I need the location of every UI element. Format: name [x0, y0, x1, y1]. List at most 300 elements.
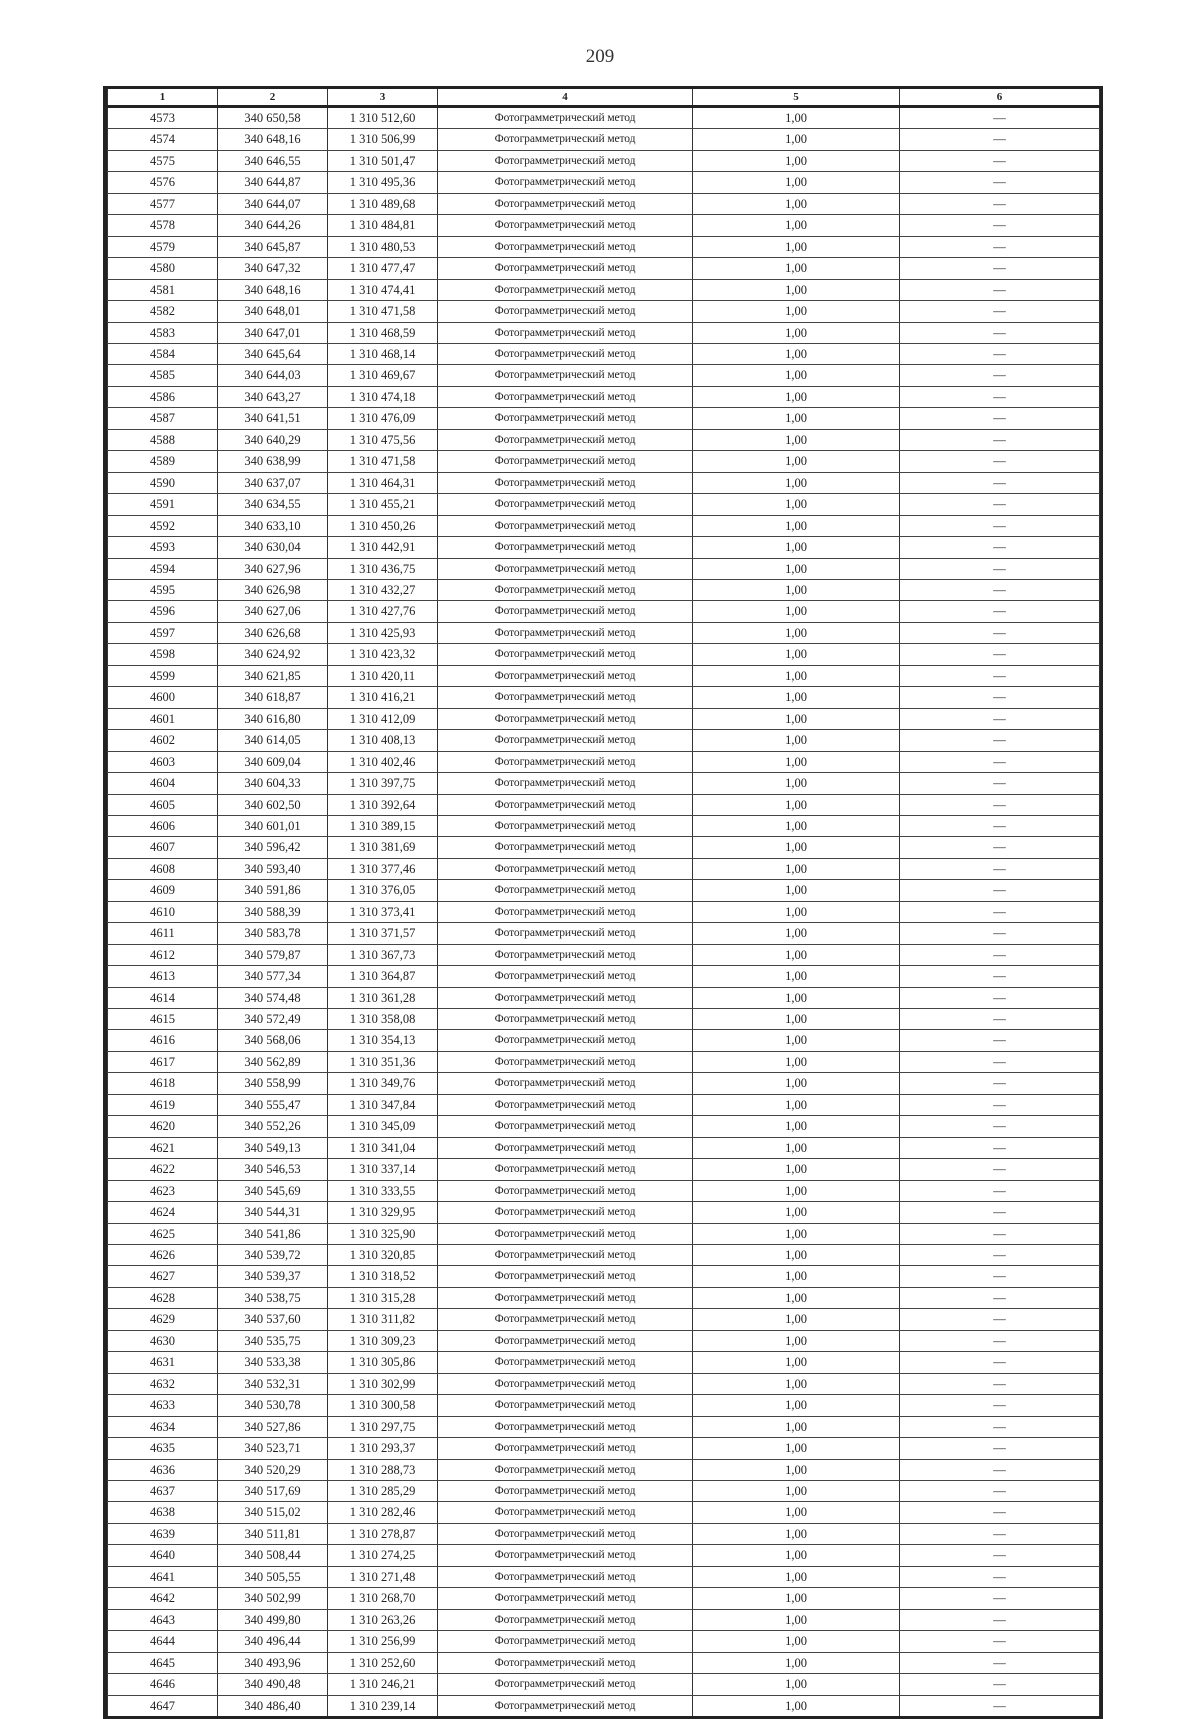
x-coordinate-cell: 340 523,71	[218, 1438, 328, 1459]
precision-cell: 1,00	[693, 1695, 900, 1716]
x-coordinate-cell: 340 643,27	[218, 386, 328, 407]
point-number-cell: 4589	[108, 451, 218, 472]
table-row	[108, 923, 1100, 944]
y-coordinate-cell: 1 310 408,13	[328, 730, 438, 751]
point-number-cell: 4609	[108, 880, 218, 901]
table-row	[108, 1481, 1100, 1502]
table-row	[108, 1695, 1100, 1716]
point-number-cell: 4636	[108, 1459, 218, 1480]
method-cell: Фотограмметрический метод	[438, 1245, 693, 1266]
description-cell: —	[900, 880, 1100, 901]
point-number-cell: 4613	[108, 966, 218, 987]
description-cell: —	[900, 1180, 1100, 1201]
point-number-cell: 4616	[108, 1030, 218, 1051]
y-coordinate-cell: 1 310 337,14	[328, 1159, 438, 1180]
precision-cell: 1,00	[693, 622, 900, 643]
description-cell: —	[900, 1137, 1100, 1158]
x-coordinate-cell: 340 539,37	[218, 1266, 328, 1287]
precision-cell: 1,00	[693, 687, 900, 708]
table-row	[108, 129, 1100, 150]
method-cell: Фотограмметрический метод	[438, 1416, 693, 1437]
precision-cell: 1,00	[693, 1180, 900, 1201]
method-cell: Фотограмметрический метод	[438, 1159, 693, 1180]
precision-cell: 1,00	[693, 537, 900, 558]
point-number-cell: 4586	[108, 386, 218, 407]
point-number-cell: 4596	[108, 601, 218, 622]
method-cell: Фотограмметрический метод	[438, 1438, 693, 1459]
precision-cell: 1,00	[693, 322, 900, 343]
method-cell: Фотограмметрический метод	[438, 365, 693, 386]
x-coordinate-cell: 340 633,10	[218, 515, 328, 536]
y-coordinate-cell: 1 310 329,95	[328, 1202, 438, 1223]
precision-cell: 1,00	[693, 1609, 900, 1630]
description-cell: —	[900, 923, 1100, 944]
point-number-cell: 4595	[108, 579, 218, 600]
method-cell: Фотограмметрический метод	[438, 515, 693, 536]
x-coordinate-cell: 340 577,34	[218, 966, 328, 987]
description-cell: —	[900, 1266, 1100, 1287]
point-number-cell: 4633	[108, 1395, 218, 1416]
precision-cell: 1,00	[693, 665, 900, 686]
precision-cell: 1,00	[693, 601, 900, 622]
y-coordinate-cell: 1 310 367,73	[328, 944, 438, 965]
method-cell: Фотограмметрический метод	[438, 601, 693, 622]
y-coordinate-cell: 1 310 315,28	[328, 1287, 438, 1308]
method-cell: Фотограмметрический метод	[438, 258, 693, 279]
y-coordinate-cell: 1 310 288,73	[328, 1459, 438, 1480]
table-row	[108, 601, 1100, 622]
y-coordinate-cell: 1 310 442,91	[328, 537, 438, 558]
method-cell: Фотограмметрический метод	[438, 1545, 693, 1566]
y-coordinate-cell: 1 310 484,81	[328, 215, 438, 236]
point-number-cell: 4574	[108, 129, 218, 150]
y-coordinate-cell: 1 310 263,26	[328, 1609, 438, 1630]
point-number-cell: 4602	[108, 730, 218, 751]
method-cell: Фотограмметрический метод	[438, 1352, 693, 1373]
method-cell: Фотограмметрический метод	[438, 708, 693, 729]
precision-cell: 1,00	[693, 751, 900, 772]
y-coordinate-cell: 1 310 318,52	[328, 1266, 438, 1287]
x-coordinate-cell: 340 558,99	[218, 1073, 328, 1094]
x-coordinate-cell: 340 646,55	[218, 150, 328, 171]
description-cell: —	[900, 1030, 1100, 1051]
precision-cell: 1,00	[693, 258, 900, 279]
y-coordinate-cell: 1 310 392,64	[328, 794, 438, 815]
precision-cell: 1,00	[693, 730, 900, 751]
point-number-cell: 4577	[108, 193, 218, 214]
point-number-cell: 4599	[108, 665, 218, 686]
table-row	[108, 365, 1100, 386]
method-cell: Фотограмметрический метод	[438, 987, 693, 1008]
point-number-cell: 4578	[108, 215, 218, 236]
x-coordinate-cell: 340 499,80	[218, 1609, 328, 1630]
x-coordinate-cell: 340 544,31	[218, 1202, 328, 1223]
x-coordinate-cell: 340 650,58	[218, 107, 328, 129]
method-cell: Фотограмметрический метод	[438, 537, 693, 558]
y-coordinate-cell: 1 310 293,37	[328, 1438, 438, 1459]
description-cell: —	[900, 1523, 1100, 1544]
x-coordinate-cell: 340 640,29	[218, 429, 328, 450]
table-row	[108, 172, 1100, 193]
x-coordinate-cell: 340 609,04	[218, 751, 328, 772]
method-cell: Фотограмметрический метод	[438, 923, 693, 944]
point-number-cell: 4600	[108, 687, 218, 708]
method-cell: Фотограмметрический метод	[438, 1373, 693, 1394]
description-cell: —	[900, 258, 1100, 279]
description-cell: —	[900, 301, 1100, 322]
method-cell: Фотограмметрический метод	[438, 730, 693, 751]
method-cell: Фотограмметрический метод	[438, 193, 693, 214]
precision-cell: 1,00	[693, 1566, 900, 1587]
coordinates-table	[107, 89, 1100, 1716]
point-number-cell: 4593	[108, 537, 218, 558]
precision-cell: 1,00	[693, 901, 900, 922]
x-coordinate-cell: 340 616,80	[218, 708, 328, 729]
y-coordinate-cell: 1 310 364,87	[328, 966, 438, 987]
precision-cell: 1,00	[693, 1245, 900, 1266]
x-coordinate-cell: 340 527,86	[218, 1416, 328, 1437]
x-coordinate-cell: 340 538,75	[218, 1287, 328, 1308]
x-coordinate-cell: 340 626,68	[218, 622, 328, 643]
x-coordinate-cell: 340 486,40	[218, 1695, 328, 1716]
precision-cell: 1,00	[693, 1202, 900, 1223]
point-number-cell: 4590	[108, 472, 218, 493]
table-row	[108, 1631, 1100, 1652]
description-cell: —	[900, 322, 1100, 343]
table-row	[108, 236, 1100, 257]
method-cell: Фотограмметрический метод	[438, 494, 693, 515]
description-cell: —	[900, 1051, 1100, 1072]
y-coordinate-cell: 1 310 309,23	[328, 1330, 438, 1351]
method-cell: Фотограмметрический метод	[438, 1566, 693, 1587]
point-number-cell: 4605	[108, 794, 218, 815]
x-coordinate-cell: 340 602,50	[218, 794, 328, 815]
x-coordinate-cell: 340 644,03	[218, 365, 328, 386]
method-cell: Фотограмметрический метод	[438, 622, 693, 643]
description-cell: —	[900, 515, 1100, 536]
x-coordinate-cell: 340 517,69	[218, 1481, 328, 1502]
table-body	[108, 107, 1100, 1716]
precision-cell: 1,00	[693, 494, 900, 515]
x-coordinate-cell: 340 537,60	[218, 1309, 328, 1330]
point-number-cell: 4610	[108, 901, 218, 922]
description-cell: —	[900, 773, 1100, 794]
table-row	[108, 1416, 1100, 1437]
point-number-cell: 4625	[108, 1223, 218, 1244]
x-coordinate-cell: 340 614,05	[218, 730, 328, 751]
table-row	[108, 687, 1100, 708]
description-cell: —	[900, 1223, 1100, 1244]
y-coordinate-cell: 1 310 302,99	[328, 1373, 438, 1394]
y-coordinate-cell: 1 310 297,75	[328, 1416, 438, 1437]
page-number: 209	[585, 46, 615, 67]
x-coordinate-cell: 340 572,49	[218, 1009, 328, 1030]
point-number-cell: 4622	[108, 1159, 218, 1180]
precision-cell: 1,00	[693, 773, 900, 794]
method-cell: Фотограмметрический метод	[438, 1588, 693, 1609]
y-coordinate-cell: 1 310 325,90	[328, 1223, 438, 1244]
precision-cell: 1,00	[693, 966, 900, 987]
description-cell: —	[900, 1502, 1100, 1523]
precision-cell: 1,00	[693, 1073, 900, 1094]
precision-cell: 1,00	[693, 1330, 900, 1351]
x-coordinate-cell: 340 601,01	[218, 815, 328, 836]
description-cell: —	[900, 1652, 1100, 1673]
point-number-cell: 4635	[108, 1438, 218, 1459]
method-cell: Фотограмметрический метод	[438, 1523, 693, 1544]
table-row	[108, 1523, 1100, 1544]
x-coordinate-cell: 340 493,96	[218, 1652, 328, 1673]
method-cell: Фотограмметрический метод	[438, 1309, 693, 1330]
table-row	[108, 966, 1100, 987]
point-number-cell: 4597	[108, 622, 218, 643]
precision-cell: 1,00	[693, 343, 900, 364]
description-cell: —	[900, 129, 1100, 150]
description-cell: —	[900, 1545, 1100, 1566]
precision-cell: 1,00	[693, 1674, 900, 1695]
table-row	[108, 815, 1100, 836]
point-number-cell: 4615	[108, 1009, 218, 1030]
point-number-cell: 4639	[108, 1523, 218, 1544]
point-number-cell: 4604	[108, 773, 218, 794]
method-cell: Фотограмметрический метод	[438, 1652, 693, 1673]
table-row	[108, 408, 1100, 429]
method-cell: Фотограмметрический метод	[438, 1695, 693, 1716]
x-coordinate-cell: 340 579,87	[218, 944, 328, 965]
column-header-1: 1	[108, 89, 218, 107]
point-number-cell: 4575	[108, 150, 218, 171]
method-cell: Фотограмметрический метод	[438, 1137, 693, 1158]
table-row	[108, 708, 1100, 729]
y-coordinate-cell: 1 310 471,58	[328, 301, 438, 322]
description-cell: —	[900, 1352, 1100, 1373]
precision-cell: 1,00	[693, 429, 900, 450]
point-number-cell: 4591	[108, 494, 218, 515]
y-coordinate-cell: 1 310 333,55	[328, 1180, 438, 1201]
description-cell: —	[900, 279, 1100, 300]
method-cell: Фотограмметрический метод	[438, 343, 693, 364]
table-row	[108, 1094, 1100, 1115]
method-cell: Фотограмметрический метод	[438, 1073, 693, 1094]
x-coordinate-cell: 340 588,39	[218, 901, 328, 922]
description-cell: —	[900, 1459, 1100, 1480]
table-row	[108, 301, 1100, 322]
description-cell: —	[900, 1416, 1100, 1437]
point-number-cell: 4617	[108, 1051, 218, 1072]
point-number-cell: 4646	[108, 1674, 218, 1695]
x-coordinate-cell: 340 618,87	[218, 687, 328, 708]
y-coordinate-cell: 1 310 278,87	[328, 1523, 438, 1544]
table-row	[108, 322, 1100, 343]
description-cell: —	[900, 751, 1100, 772]
table-row	[108, 1352, 1100, 1373]
x-coordinate-cell: 340 530,78	[218, 1395, 328, 1416]
method-cell: Фотограмметрический метод	[438, 1481, 693, 1502]
point-number-cell: 4588	[108, 429, 218, 450]
x-coordinate-cell: 340 645,87	[218, 236, 328, 257]
precision-cell: 1,00	[693, 1631, 900, 1652]
description-cell: —	[900, 429, 1100, 450]
precision-cell: 1,00	[693, 1459, 900, 1480]
table-row	[108, 1266, 1100, 1287]
precision-cell: 1,00	[693, 150, 900, 171]
table-row	[108, 1502, 1100, 1523]
x-coordinate-cell: 340 562,89	[218, 1051, 328, 1072]
precision-cell: 1,00	[693, 1051, 900, 1072]
description-cell: —	[900, 1287, 1100, 1308]
y-coordinate-cell: 1 310 480,53	[328, 236, 438, 257]
table-row	[108, 579, 1100, 600]
y-coordinate-cell: 1 310 371,57	[328, 923, 438, 944]
table-row	[108, 1223, 1100, 1244]
precision-cell: 1,00	[693, 644, 900, 665]
x-coordinate-cell: 340 596,42	[218, 837, 328, 858]
point-number-cell: 4592	[108, 515, 218, 536]
y-coordinate-cell: 1 310 455,21	[328, 494, 438, 515]
description-cell: —	[900, 107, 1100, 129]
y-coordinate-cell: 1 310 489,68	[328, 193, 438, 214]
description-cell: —	[900, 343, 1100, 364]
y-coordinate-cell: 1 310 464,31	[328, 472, 438, 493]
x-coordinate-cell: 340 645,64	[218, 343, 328, 364]
x-coordinate-cell: 340 496,44	[218, 1631, 328, 1652]
y-coordinate-cell: 1 310 320,85	[328, 1245, 438, 1266]
table-row	[108, 1652, 1100, 1673]
precision-cell: 1,00	[693, 558, 900, 579]
point-number-cell: 4612	[108, 944, 218, 965]
y-coordinate-cell: 1 310 268,70	[328, 1588, 438, 1609]
x-coordinate-cell: 340 648,01	[218, 301, 328, 322]
x-coordinate-cell: 340 627,96	[218, 558, 328, 579]
table-row	[108, 1009, 1100, 1030]
description-cell: —	[900, 644, 1100, 665]
table-row	[108, 1287, 1100, 1308]
x-coordinate-cell: 340 505,55	[218, 1566, 328, 1587]
table-row	[108, 1373, 1100, 1394]
point-number-cell: 4594	[108, 558, 218, 579]
point-number-cell: 4598	[108, 644, 218, 665]
point-number-cell: 4644	[108, 1631, 218, 1652]
precision-cell: 1,00	[693, 472, 900, 493]
y-coordinate-cell: 1 310 354,13	[328, 1030, 438, 1051]
point-number-cell: 4584	[108, 343, 218, 364]
precision-cell: 1,00	[693, 1588, 900, 1609]
description-cell: —	[900, 494, 1100, 515]
table-row	[108, 665, 1100, 686]
method-cell: Фотограмметрический метод	[438, 1631, 693, 1652]
y-coordinate-cell: 1 310 427,76	[328, 601, 438, 622]
method-cell: Фотограмметрический метод	[438, 386, 693, 407]
table-row	[108, 1202, 1100, 1223]
method-cell: Фотограмметрический метод	[438, 1051, 693, 1072]
y-coordinate-cell: 1 310 358,08	[328, 1009, 438, 1030]
method-cell: Фотограмметрический метод	[438, 1330, 693, 1351]
coordinates-table-frame	[103, 86, 1103, 1719]
y-coordinate-cell: 1 310 474,18	[328, 386, 438, 407]
table-row	[108, 558, 1100, 579]
precision-cell: 1,00	[693, 944, 900, 965]
description-cell: —	[900, 451, 1100, 472]
precision-cell: 1,00	[693, 1009, 900, 1030]
precision-cell: 1,00	[693, 1502, 900, 1523]
y-coordinate-cell: 1 310 468,14	[328, 343, 438, 364]
table-row	[108, 1330, 1100, 1351]
description-cell: —	[900, 1566, 1100, 1587]
table-row	[108, 258, 1100, 279]
table-row	[108, 279, 1100, 300]
description-cell: —	[900, 1438, 1100, 1459]
precision-cell: 1,00	[693, 858, 900, 879]
y-coordinate-cell: 1 310 420,11	[328, 665, 438, 686]
x-coordinate-cell: 340 555,47	[218, 1094, 328, 1115]
description-cell: —	[900, 558, 1100, 579]
description-cell: —	[900, 708, 1100, 729]
y-coordinate-cell: 1 310 347,84	[328, 1094, 438, 1115]
y-coordinate-cell: 1 310 341,04	[328, 1137, 438, 1158]
x-coordinate-cell: 340 624,92	[218, 644, 328, 665]
description-cell: —	[900, 1245, 1100, 1266]
table-row	[108, 386, 1100, 407]
point-number-cell: 4640	[108, 1545, 218, 1566]
precision-cell: 1,00	[693, 107, 900, 129]
table-row	[108, 901, 1100, 922]
x-coordinate-cell: 340 630,04	[218, 537, 328, 558]
x-coordinate-cell: 340 637,07	[218, 472, 328, 493]
x-coordinate-cell: 340 545,69	[218, 1180, 328, 1201]
x-coordinate-cell: 340 549,13	[218, 1137, 328, 1158]
description-cell: —	[900, 987, 1100, 1008]
precision-cell: 1,00	[693, 1137, 900, 1158]
table-row	[108, 537, 1100, 558]
method-cell: Фотограмметрический метод	[438, 751, 693, 772]
y-coordinate-cell: 1 310 397,75	[328, 773, 438, 794]
point-number-cell: 4579	[108, 236, 218, 257]
y-coordinate-cell: 1 310 361,28	[328, 987, 438, 1008]
point-number-cell: 4641	[108, 1566, 218, 1587]
precision-cell: 1,00	[693, 794, 900, 815]
x-coordinate-cell: 340 626,98	[218, 579, 328, 600]
y-coordinate-cell: 1 310 477,47	[328, 258, 438, 279]
point-number-cell: 4606	[108, 815, 218, 836]
x-coordinate-cell: 340 647,32	[218, 258, 328, 279]
x-coordinate-cell: 340 552,26	[218, 1116, 328, 1137]
description-cell: —	[900, 1159, 1100, 1180]
y-coordinate-cell: 1 310 412,09	[328, 708, 438, 729]
precision-cell: 1,00	[693, 515, 900, 536]
table-row	[108, 987, 1100, 1008]
y-coordinate-cell: 1 310 501,47	[328, 150, 438, 171]
table-row	[108, 1459, 1100, 1480]
description-cell: —	[900, 665, 1100, 686]
y-coordinate-cell: 1 310 469,67	[328, 365, 438, 386]
x-coordinate-cell: 340 648,16	[218, 129, 328, 150]
method-cell: Фотограмметрический метод	[438, 773, 693, 794]
description-cell: —	[900, 172, 1100, 193]
precision-cell: 1,00	[693, 1266, 900, 1287]
table-row	[108, 1245, 1100, 1266]
x-coordinate-cell: 340 511,81	[218, 1523, 328, 1544]
y-coordinate-cell: 1 310 425,93	[328, 622, 438, 643]
table-row	[108, 730, 1100, 751]
description-cell: —	[900, 236, 1100, 257]
description-cell: —	[900, 537, 1100, 558]
method-cell: Фотограмметрический метод	[438, 1459, 693, 1480]
precision-cell: 1,00	[693, 172, 900, 193]
precision-cell: 1,00	[693, 236, 900, 257]
x-coordinate-cell: 340 604,33	[218, 773, 328, 794]
precision-cell: 1,00	[693, 451, 900, 472]
table-row	[108, 343, 1100, 364]
